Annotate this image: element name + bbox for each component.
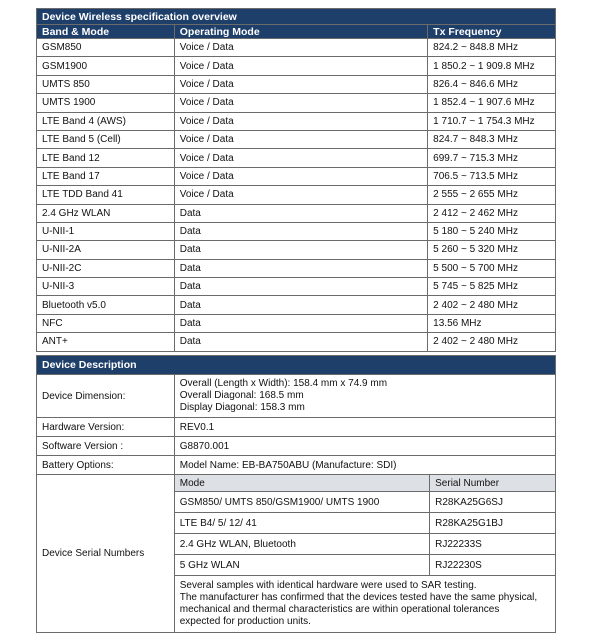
spec-row — [37, 75, 556, 93]
spec-row — [37, 112, 556, 130]
band-mode-cell: U-NII-1 — [37, 222, 175, 240]
dimension-label: Device Dimension: — [37, 375, 175, 418]
wireless-spec-table — [36, 8, 556, 352]
band-mode-cell: LTE Band 4 (AWS) — [37, 112, 175, 130]
operating-mode-cell: Voice / Data — [174, 57, 427, 75]
band-mode-cell: U-NII-2C — [37, 259, 175, 277]
header-operating-mode: Operating Mode — [174, 25, 427, 39]
band-mode-cell: GSM850 — [37, 39, 175, 57]
operating-mode-cell: Voice / Data — [174, 167, 427, 185]
tx-frequency-cell: 13.56 MHz — [428, 314, 556, 332]
note-line: expected for production units. — [179, 616, 311, 627]
hardware-value: REV0.1 — [174, 418, 555, 437]
software-row — [37, 437, 556, 456]
tx-frequency-cell: 2 402 ~ 2 480 MHz — [428, 333, 556, 351]
tx-frequency-cell: 1 710.7 ~ 1 754.3 MHz — [428, 112, 556, 130]
tx-frequency-cell: 1 850.2 ~ 1 909.8 MHz — [428, 57, 556, 75]
device-description-table — [36, 355, 556, 633]
spec-row — [37, 241, 556, 259]
tx-frequency-cell: 2 402 ~ 2 480 MHz — [428, 296, 556, 314]
band-mode-cell: 2.4 GHz WLAN — [37, 204, 175, 222]
band-mode-cell: LTE Band 17 — [37, 167, 175, 185]
operating-mode-cell: Data — [174, 222, 427, 240]
spec-row — [37, 333, 556, 351]
operating-mode-cell: Data — [174, 204, 427, 222]
dimension-line: Overall Diagonal: 168.5 mm — [179, 390, 304, 401]
operating-mode-cell: Data — [174, 314, 427, 332]
serial-number: RJ22233S — [430, 534, 556, 555]
operating-mode-cell: Data — [174, 278, 427, 296]
dimension-value — [174, 375, 555, 418]
spec-row — [37, 149, 556, 167]
band-mode-cell: U-NII-3 — [37, 278, 175, 296]
hardware-row — [37, 418, 556, 437]
tx-frequency-cell: 824.7 ~ 848.3 MHz — [428, 130, 556, 148]
spec-row — [37, 296, 556, 314]
tx-frequency-cell: 2 555 ~ 2 655 MHz — [428, 186, 556, 204]
serial-mode: 5 GHz WLAN — [174, 555, 429, 576]
tx-frequency-cell: 2 412 ~ 2 462 MHz — [428, 204, 556, 222]
spec-row — [37, 167, 556, 185]
band-mode-cell: LTE Band 12 — [37, 149, 175, 167]
serial-mode: LTE B4/ 5/ 12/ 41 — [174, 513, 429, 534]
note-line: mechanical and thermal characteristics are within operational tolerances — [179, 604, 500, 615]
band-mode-cell: LTE TDD Band 41 — [37, 186, 175, 204]
spec-title: Device Wireless specification overview — [37, 9, 556, 25]
note-line: The manufacturer has confirmed that the devices tested have the same physical, — [179, 592, 538, 603]
tx-frequency-cell: 5 745 ~ 5 825 MHz — [428, 278, 556, 296]
operating-mode-cell: Voice / Data — [174, 112, 427, 130]
desc-title-row — [37, 356, 556, 375]
serial-header-number: Serial Number — [430, 475, 556, 492]
tx-frequency-cell: 5 260 ~ 5 320 MHz — [428, 241, 556, 259]
software-value: G8870.001 — [174, 437, 555, 456]
operating-mode-cell: Data — [174, 333, 427, 351]
spec-row — [37, 314, 556, 332]
operating-mode-cell: Voice / Data — [174, 149, 427, 167]
spec-row — [37, 222, 556, 240]
band-mode-cell: LTE Band 5 (Cell) — [37, 130, 175, 148]
serial-number: RJ22230S — [430, 555, 556, 576]
tx-frequency-cell: 1 852.4 ~ 1 907.6 MHz — [428, 94, 556, 112]
band-mode-cell: ANT+ — [37, 333, 175, 351]
operating-mode-cell: Data — [174, 259, 427, 277]
tx-frequency-cell: 824.2 ~ 848.8 MHz — [428, 39, 556, 57]
sar-note — [174, 576, 555, 633]
serial-mode: GSM850/ UMTS 850/GSM1900/ UMTS 1900 — [174, 492, 429, 513]
tx-frequency-cell: 5 180 ~ 5 240 MHz — [428, 222, 556, 240]
band-mode-cell: Bluetooth v5.0 — [37, 296, 175, 314]
operating-mode-cell: Voice / Data — [174, 94, 427, 112]
spec-row — [37, 204, 556, 222]
band-mode-cell: NFC — [37, 314, 175, 332]
serial-header-mode: Mode — [174, 475, 429, 492]
hardware-label: Hardware Version: — [37, 418, 175, 437]
operating-mode-cell: Data — [174, 296, 427, 314]
spec-row — [37, 186, 556, 204]
band-mode-cell: U-NII-2A — [37, 241, 175, 259]
battery-value: Model Name: EB-BA750ABU (Manufacture: SDI) — [174, 456, 555, 475]
spec-title-row — [37, 9, 556, 25]
band-mode-cell: UMTS 850 — [37, 75, 175, 93]
serial-number: R28KA25G1BJ — [430, 513, 556, 534]
spec-row — [37, 57, 556, 75]
band-mode-cell: GSM1900 — [37, 57, 175, 75]
tx-frequency-cell: 706.5 ~ 713.5 MHz — [428, 167, 556, 185]
spec-row — [37, 130, 556, 148]
header-band-mode: Band & Mode — [37, 25, 175, 39]
band-mode-cell: UMTS 1900 — [37, 94, 175, 112]
battery-row — [37, 456, 556, 475]
serial-number: R28KA25G6SJ — [430, 492, 556, 513]
software-label: Software Version : — [37, 437, 175, 456]
serial-label: Device Serial Numbers — [37, 475, 175, 633]
operating-mode-cell: Voice / Data — [174, 130, 427, 148]
tx-frequency-cell: 826.4 ~ 846.6 MHz — [428, 75, 556, 93]
dimension-row — [37, 375, 556, 418]
dimension-line: Display Diagonal: 158.3 mm — [179, 402, 305, 413]
dimension-line: Overall (Length x Width): 158.4 mm x 74.9 mm — [179, 378, 388, 389]
spec-row — [37, 94, 556, 112]
operating-mode-cell: Voice / Data — [174, 39, 427, 57]
serial-header-row — [37, 475, 556, 492]
operating-mode-cell: Voice / Data — [174, 75, 427, 93]
spec-header-row — [37, 25, 556, 39]
operating-mode-cell: Voice / Data — [174, 186, 427, 204]
spec-row — [37, 278, 556, 296]
tx-frequency-cell: 699.7 ~ 715.3 MHz — [428, 149, 556, 167]
operating-mode-cell: Data — [174, 241, 427, 259]
spec-row — [37, 39, 556, 57]
serial-mode: 2.4 GHz WLAN, Bluetooth — [174, 534, 429, 555]
note-line: Several samples with identical hardware were used to SAR testing. — [179, 580, 477, 591]
tx-frequency-cell: 5 500 ~ 5 700 MHz — [428, 259, 556, 277]
header-tx-frequency: Tx Frequency — [428, 25, 556, 39]
battery-label: Battery Options: — [37, 456, 175, 475]
desc-title: Device Description — [37, 356, 556, 375]
spec-row — [37, 259, 556, 277]
